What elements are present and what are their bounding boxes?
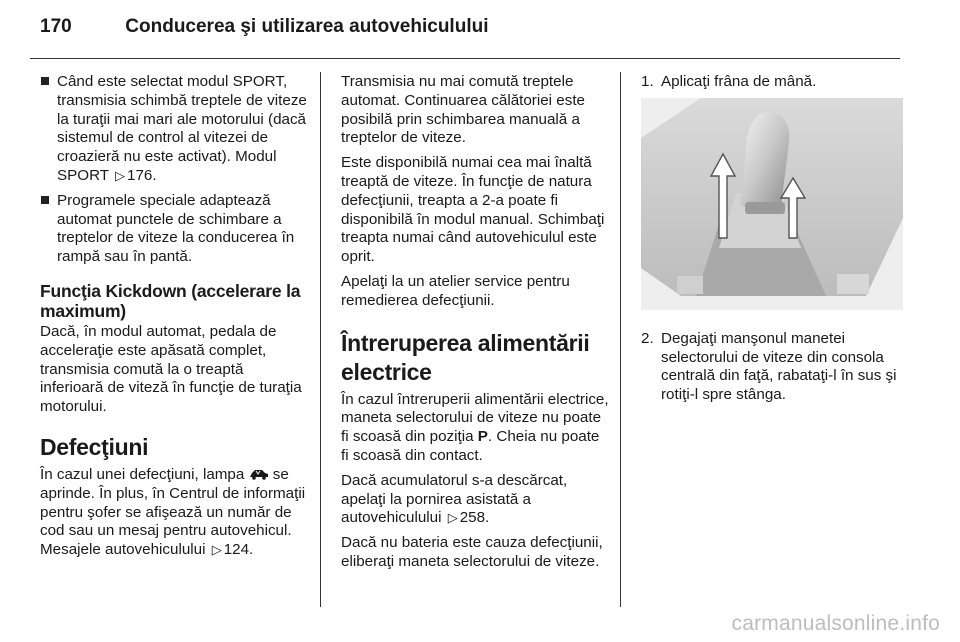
car-fault-lamp-icon	[249, 466, 269, 483]
paragraph: Dacă nu bateria este cauza defecţiunii, eliberaţi maneta selectorului de viteze.	[341, 534, 603, 570]
list-item: 2. Degajaţi manşonul manetei selectorului de viteze din consola centrală din faţă, rabataţi-l în sus şi rotiţi-l spre stânga.	[641, 329, 897, 404]
list-item: 1. Aplicaţi frâna de mână.	[641, 73, 817, 90]
header-rule	[30, 58, 900, 59]
triangle-reference-icon: ▷	[211, 542, 222, 558]
triangle-reference-icon: ▷	[447, 510, 458, 526]
paragraph: Dacă, în modul automat, pedala de acceleraţie este apăsată complet, transmisia comută la o treaptă inferioară de viteză în funcţie de turaţia motorului.	[40, 322, 302, 416]
page-reference: 258.	[459, 509, 490, 527]
page-number: 170	[40, 16, 72, 37]
section-heading-power-interruption: Întreruperea alimentării electrice	[341, 329, 590, 385]
page-reference: 124.	[223, 541, 254, 559]
triangle-reference-icon: ▷	[115, 167, 126, 183]
column-2	[341, 73, 611, 578]
paragraph: Dacă acumulatorul s-a descărcat, apelaţi la pornirea asistată a autovehiculului ▷ 258.	[341, 471, 568, 527]
column-1	[40, 73, 308, 566]
section-heading-kickdown: Funcţia Kickdown (accelerare la maximum)	[40, 280, 301, 321]
paragraph: Este disponibilă numai cea mai înaltă treaptă de viteze. În funcţie de natura defecţiunii, treapta a 2-a poate fi disponibilă în modul manual. Schimbaţi treapta numai când autovehiculul este oprit.	[341, 154, 605, 266]
list-item: Programele speciale adaptează automat punctele de schimbare a treptelor de viteze la conducerea în rampă sau în pantă.	[40, 192, 308, 267]
paragraph: Transmisia nu mai comută treptele automat. Continuarea călătoriei este posibilă prin schimbarea manuală a treptelor de viteze.	[341, 73, 585, 147]
gear-selector-illustration	[641, 98, 903, 310]
gear-position-p: P	[477, 428, 488, 446]
paragraph: În cazul unei defecţiuni, lampa se aprinde. În plus, în Centrul de informaţii pentru şofer se afişează un număr de cod sau un mesaj pentru autovehicul. Mesajele autovehiculului ▷ 124.	[40, 465, 306, 559]
column-divider-2	[620, 72, 621, 607]
column-3	[641, 73, 906, 405]
bullet-square-icon	[41, 77, 49, 85]
watermark: carmanualsonline.info	[731, 612, 940, 635]
bullet-square-icon	[41, 196, 49, 204]
page-reference: 176.	[127, 166, 157, 184]
list-item: Când este selectat modul SPORT, transmisia schimbă treptele de viteze la turaţii mai mari ale motorului (dacă sistemul de control al vitezei de croazieră nu este activat). Modul SPORT ▷ 176.	[40, 73, 308, 186]
page-header	[40, 16, 488, 38]
section-heading-faults: Defecţiuni	[40, 433, 149, 460]
paragraph: În cazul întreruperii alimentării electrice, maneta selectorului de viteze nu poate fi scoasă din poziţia P. Cheia nu poate fi scoasă din contact.	[341, 390, 609, 464]
chapter-title: Conducerea şi utilizarea autovehiculului	[125, 16, 489, 37]
column-divider-1	[320, 72, 321, 607]
paragraph: Apelaţi la un atelier service pentru remedierea defecţiunii.	[341, 272, 570, 309]
